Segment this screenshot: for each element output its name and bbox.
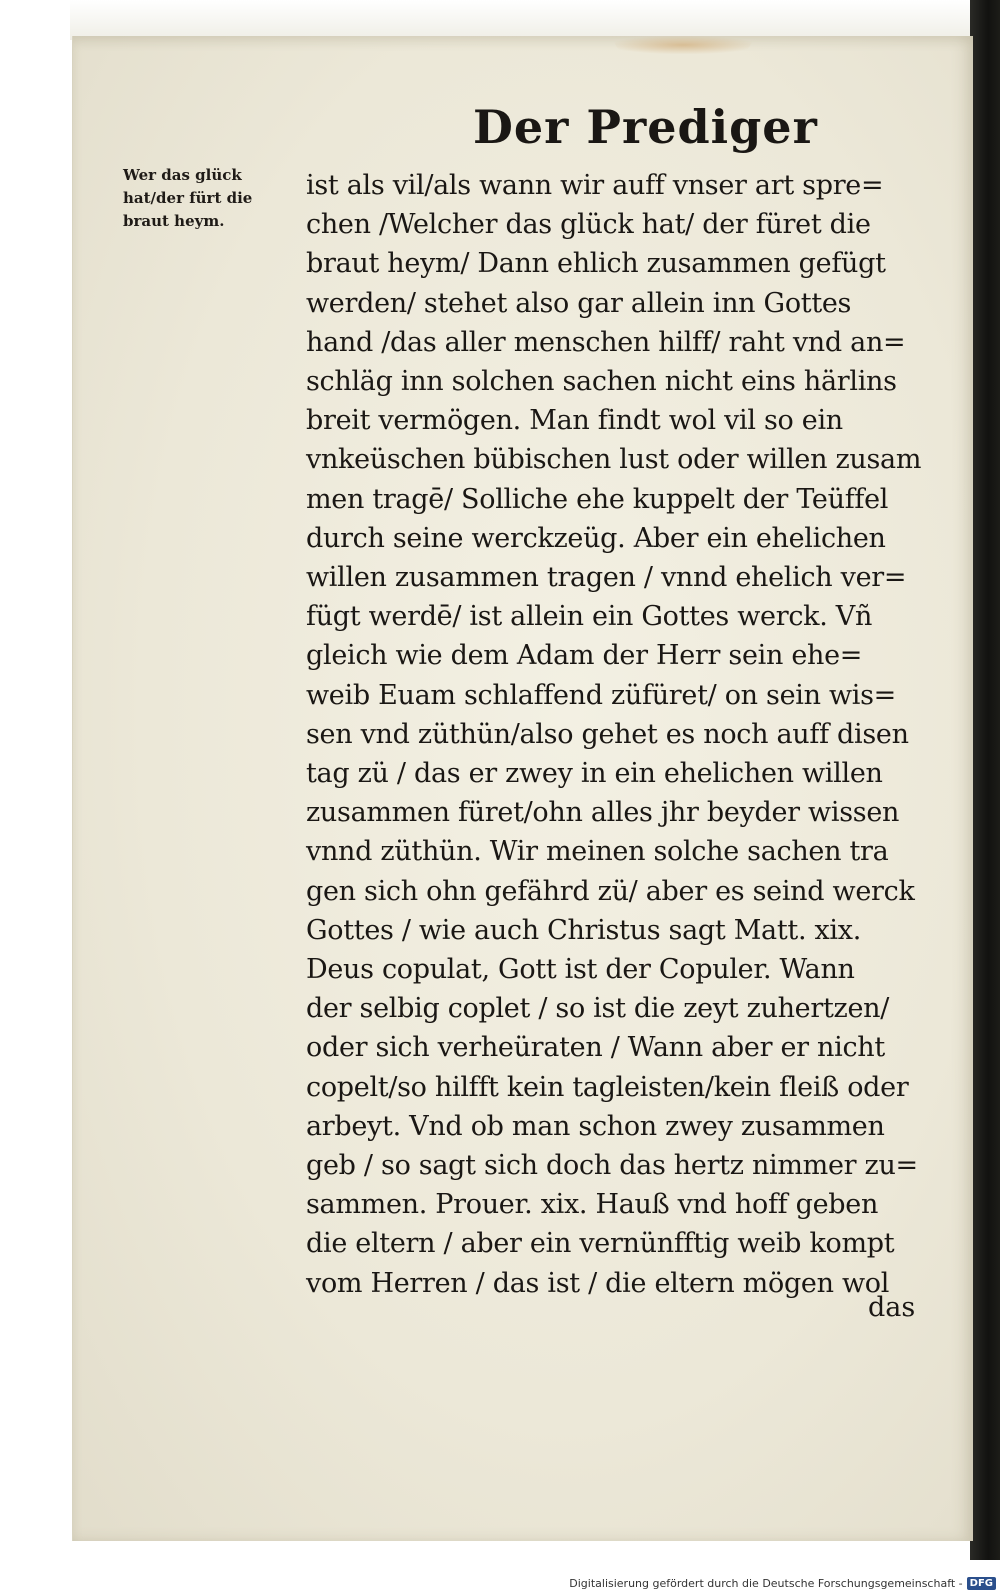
text-line: ist als vil/als wann wir auff vnser art spre=: [306, 170, 884, 201]
text-line: die eltern / aber ein vernünfftig weib kompt: [306, 1228, 895, 1260]
margin-note-line: braut heym.: [123, 212, 225, 230]
text-line: arbeyt. Vnd ob man schon zwey zusammen: [306, 1110, 885, 1142]
text-line: durch seine werckzeüg. Aber ein ehelichen: [306, 522, 886, 554]
text-line: oder sich verheüraten / Wann aber er nicht: [306, 1032, 885, 1064]
dfg-logo: DFG: [967, 1577, 996, 1590]
paper-stain: [613, 36, 753, 54]
text-line: chen /Welcher das glück hat/ der füret die: [306, 209, 871, 241]
page-top-shadow: [70, 0, 980, 40]
text-line: men tragē/ Solliche ehe kuppelt der Teüffel: [306, 483, 889, 515]
text-line: copelt/so hilfft kein tagleisten/kein fleiß oder: [306, 1071, 909, 1103]
text-line: sen vnd züthün/also gehet es noch auff disen: [306, 718, 909, 750]
text-line: fügt werdē/ ist allein ein Gottes werck. Vñ: [306, 601, 873, 633]
text-line: Gottes / wie auch Christus sagt Matt. xix.: [306, 914, 861, 946]
credit-text: Digitalisierung gefördert durch die Deutsche Forschungsgemeinschaft -: [569, 1576, 963, 1590]
text-line: gen sich ohn gefährd zü/ aber es seind werck: [306, 875, 915, 907]
text-line: willen zusammen tragen / vnnd ehelich ver=: [306, 562, 907, 594]
text-line: hand /das aller menschen hilff/ raht vnd an=: [306, 326, 906, 358]
margin-note-line: hat/der fürt die: [123, 189, 253, 207]
running-head: Der Prediger: [473, 100, 818, 154]
catchword: das: [868, 1292, 916, 1323]
text-line: vom Herren / das ist / die eltern mögen wol: [306, 1267, 890, 1299]
text-line: vnnd züthün. Wir meinen solche sachen tra: [306, 836, 889, 868]
text-line: zusammen füret/ohn alles jhr beyder wissen: [306, 797, 900, 829]
text-line: der selbig coplet / so ist die zeyt zuhertzen/: [306, 993, 890, 1025]
text-line: geb / so sagt sich doch das hertz nimmer zu=: [306, 1150, 918, 1182]
text-line: schläg inn solchen sachen nicht eins härlins: [306, 366, 897, 398]
margin-note: [123, 164, 295, 233]
body-text: [306, 166, 936, 1303]
text-line: tag zü / das er zwey in ein ehelichen willen: [306, 758, 883, 790]
digitization-credit: [569, 1572, 996, 1594]
text-line: braut heym/ Dann ehlich zusammen gefügt: [306, 248, 886, 280]
text-line: breit vermögen. Man findt wol vil so ein: [306, 405, 843, 437]
text-line: Deus copulat, Gott ist der Copuler. Wann: [306, 954, 855, 986]
text-line: weib Euam schlaffend züfüret/ on sein wis=: [306, 679, 896, 711]
text-line: werden/ stehet also gar allein inn Gottes: [306, 287, 852, 319]
book-page: [72, 36, 973, 1541]
book-edge: [970, 0, 1000, 1560]
margin-note-line: Wer das glück: [123, 166, 242, 184]
text-line: sammen. Prouer. xix. Hauß vnd hoff geben: [306, 1189, 879, 1221]
text-line: gleich wie dem Adam der Herr sein ehe=: [306, 640, 863, 672]
text-line: vnkeüschen bübischen lust oder willen zusam: [306, 444, 922, 476]
